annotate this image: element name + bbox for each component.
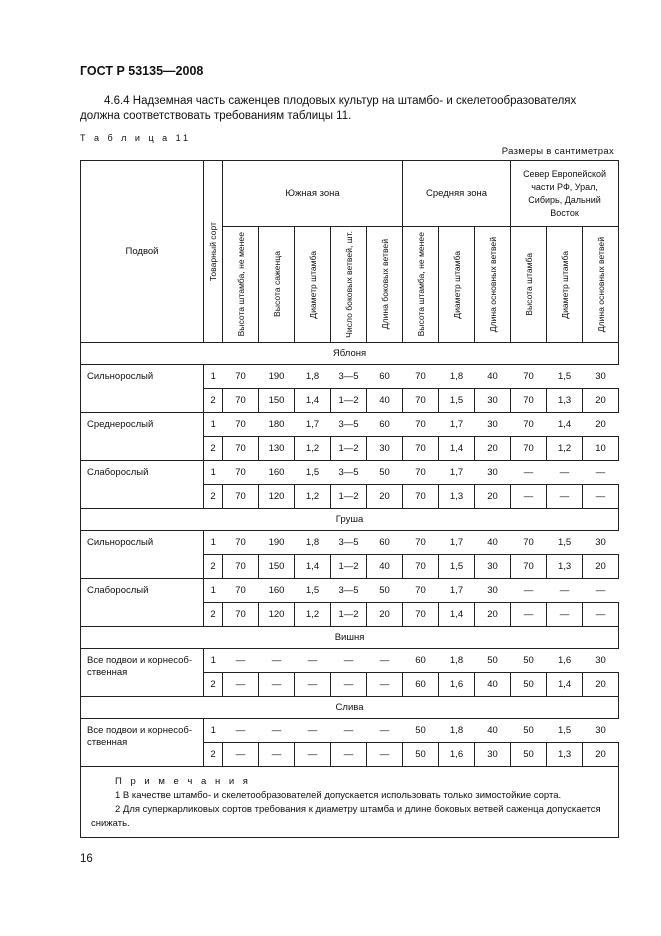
value-cell: 160 — [268, 584, 285, 596]
value-cell: 20 — [367, 602, 403, 626]
value-cell: — — [235, 724, 246, 736]
value-cell: 1,7 — [305, 418, 320, 430]
value-cell: 70 — [403, 388, 439, 412]
table-row — [81, 530, 619, 554]
header-zone-north: Север Европейской части РФ, Урал, Сибирь, Дальний Восток — [511, 161, 619, 227]
value-cell: — — [295, 672, 331, 696]
value-cell: 1,4 — [557, 418, 572, 430]
value-cell: 160 — [268, 466, 285, 478]
section-title: Яблоня — [81, 342, 619, 364]
value-cell: 3—5 — [338, 418, 359, 430]
value-cell: — — [379, 654, 390, 666]
table-row — [81, 460, 619, 484]
grade-cell: 2 — [204, 554, 223, 578]
value-cell: 50 — [487, 654, 498, 666]
value-cell: 60 — [379, 536, 390, 548]
value-cell: 1,5 — [439, 554, 475, 578]
table-notes — [81, 766, 619, 837]
value-cell: 40 — [367, 388, 403, 412]
table-row — [81, 718, 619, 742]
grade-cell: 1 — [210, 370, 216, 382]
value-cell: — — [295, 742, 331, 766]
value-cell: 1,6 — [557, 654, 572, 666]
value-cell: 20 — [475, 436, 511, 460]
grade-cell: 2 — [204, 742, 223, 766]
value-cell: 60 — [403, 672, 439, 696]
value-cell: 70 — [223, 388, 259, 412]
value-cell: 150 — [259, 554, 295, 578]
value-cell: 70 — [415, 418, 426, 430]
value-cell: 1,7 — [449, 536, 464, 548]
value-cell: 1—2 — [331, 436, 367, 460]
value-cell: 20 — [595, 418, 606, 430]
value-cell: 30 — [595, 654, 606, 666]
value-cell: 1,3 — [439, 484, 475, 508]
value-cell: 70 — [523, 370, 534, 382]
value-cell: 70 — [511, 436, 547, 460]
value-cell: 1,4 — [547, 672, 583, 696]
value-cell: 70 — [511, 554, 547, 578]
value-cell: 1,7 — [449, 466, 464, 478]
header-grade: Товарный сорт — [204, 161, 223, 343]
value-cell: 1,8 — [449, 370, 464, 382]
table-row — [81, 412, 619, 436]
rootstock-cell: Все подвои и корнесоб-ственная — [81, 648, 204, 696]
value-cell: 70 — [223, 436, 259, 460]
value-cell: 1,5 — [305, 584, 320, 596]
value-cell: — — [595, 466, 606, 478]
standard-designation: ГОСТ Р 53135—2008 — [80, 64, 204, 78]
value-cell: 70 — [415, 466, 426, 478]
value-cell: 50 — [523, 654, 534, 666]
value-cell: 70 — [235, 584, 246, 596]
value-cell: 1,5 — [439, 388, 475, 412]
subheader-col: Число боковых ветвей, шт. — [331, 227, 367, 343]
value-cell: — — [583, 602, 619, 626]
value-cell: 1,8 — [449, 654, 464, 666]
table-label: Т а б л и ц а 11 — [80, 133, 191, 143]
value-cell: 1,8 — [305, 536, 320, 548]
value-cell: 20 — [583, 388, 619, 412]
value-cell: — — [223, 742, 259, 766]
value-cell: 1,3 — [547, 388, 583, 412]
rootstock-cell: Сильнорослый — [81, 364, 204, 412]
value-cell: 1—2 — [331, 388, 367, 412]
value-cell: 1,6 — [439, 742, 475, 766]
value-cell: 30 — [367, 436, 403, 460]
value-cell: 70 — [223, 484, 259, 508]
subheader-col: Высота штамба, не менее — [223, 227, 259, 343]
value-cell: 70 — [415, 536, 426, 548]
notes-title: П р и м е ч а н и я — [115, 775, 251, 787]
value-cell: 30 — [487, 584, 498, 596]
value-cell: 60 — [379, 418, 390, 430]
value-cell: 50 — [379, 466, 390, 478]
value-cell: 70 — [223, 602, 259, 626]
subheader-col: Длина основных ветвей — [583, 227, 619, 343]
rootstock-cell: Сильнорослый — [81, 530, 204, 578]
value-cell: — — [559, 466, 570, 478]
subheader-col: Высота штамба — [511, 227, 547, 343]
grade-cell: 1 — [210, 466, 216, 478]
value-cell: 60 — [379, 370, 390, 382]
value-cell: 30 — [487, 466, 498, 478]
value-cell: — — [559, 584, 570, 596]
value-cell: 1,2 — [295, 602, 331, 626]
value-cell: 1,4 — [439, 602, 475, 626]
value-cell: 70 — [403, 554, 439, 578]
value-cell: — — [235, 654, 246, 666]
value-cell: 10 — [583, 436, 619, 460]
value-cell: 70 — [523, 418, 534, 430]
value-cell: 40 — [487, 724, 498, 736]
value-cell: 50 — [511, 742, 547, 766]
value-cell: — — [259, 672, 295, 696]
value-cell: 1,7 — [449, 584, 464, 596]
value-cell: — — [307, 724, 318, 736]
rootstock-cell: Слаборослый — [81, 460, 204, 508]
value-cell: 70 — [235, 466, 246, 478]
value-cell: 1,4 — [439, 436, 475, 460]
value-cell: 3—5 — [338, 370, 359, 382]
value-cell: 30 — [475, 742, 511, 766]
grade-cell: 1 — [210, 584, 216, 596]
value-cell: 1,5 — [305, 466, 320, 478]
value-cell: 130 — [259, 436, 295, 460]
section-title: Груша — [81, 508, 619, 530]
section-title: Вишня — [81, 626, 619, 648]
value-cell: — — [223, 672, 259, 696]
value-cell: 1,3 — [547, 742, 583, 766]
subheader-col: Диаметр штамба — [547, 227, 583, 343]
value-cell: 40 — [475, 672, 511, 696]
subheader-col: Диаметр штамба — [295, 227, 331, 343]
value-cell: 30 — [475, 554, 511, 578]
value-cell: 1,5 — [557, 536, 572, 548]
value-cell: 3—5 — [338, 466, 359, 478]
value-cell: 1,3 — [547, 554, 583, 578]
value-cell: 20 — [475, 602, 511, 626]
value-cell: 180 — [268, 418, 285, 430]
rootstock-cell: Все подвои и корнесоб-ственная — [81, 718, 204, 766]
saplings-table — [80, 160, 619, 838]
units-note: Размеры в сантиметрах — [501, 146, 614, 157]
value-cell: 50 — [523, 724, 534, 736]
value-cell: 50 — [379, 584, 390, 596]
value-cell: 1,4 — [295, 554, 331, 578]
grade-cell: 2 — [204, 436, 223, 460]
value-cell: 70 — [415, 584, 426, 596]
note-item: 1 В качестве штамбо- и скелетообразователей допускается использовать только зимостойкие сорта. — [115, 789, 562, 801]
subheader-col: Длина боковых ветвей — [367, 227, 403, 343]
subheader-col: Высота штамба, не менее — [403, 227, 439, 343]
value-cell: 1—2 — [331, 484, 367, 508]
value-cell: — — [547, 484, 583, 508]
subheader-col: Диаметр штамба — [439, 227, 475, 343]
value-cell: 50 — [511, 672, 547, 696]
value-cell: 70 — [403, 436, 439, 460]
value-cell: 50 — [403, 742, 439, 766]
clause-paragraph: 4.6.4 Надземная часть саженцев плодовых культур на штамбо- и скелетообразователях должна соответствовать требованиям таблицы 11. — [80, 95, 577, 122]
table-row — [81, 648, 619, 672]
value-cell: 70 — [223, 554, 259, 578]
value-cell: 1,2 — [295, 436, 331, 460]
grade-cell: 1 — [210, 418, 216, 430]
value-cell: 70 — [235, 418, 246, 430]
value-cell: 20 — [583, 554, 619, 578]
value-cell: — — [547, 602, 583, 626]
section-title: Слива — [81, 696, 619, 718]
value-cell: — — [523, 466, 534, 478]
header-zone-south: Южная зона — [223, 161, 403, 227]
value-cell: 1—2 — [331, 554, 367, 578]
value-cell: 20 — [475, 484, 511, 508]
value-cell: — — [343, 654, 354, 666]
grade-cell: 2 — [204, 602, 223, 626]
value-cell: 70 — [523, 536, 534, 548]
grade-cell: 2 — [204, 672, 223, 696]
value-cell: 70 — [403, 602, 439, 626]
page-number: 16 — [80, 853, 93, 865]
value-cell: — — [271, 724, 282, 736]
value-cell: 3—5 — [338, 584, 359, 596]
grade-cell: 2 — [204, 388, 223, 412]
value-cell: — — [271, 654, 282, 666]
value-cell: 1,7 — [449, 418, 464, 430]
subheader-col: Длина основных ветвей — [475, 227, 511, 343]
grade-cell: 1 — [210, 654, 216, 666]
value-cell: 40 — [367, 554, 403, 578]
value-cell: — — [367, 672, 403, 696]
value-cell: 1,5 — [557, 724, 572, 736]
value-cell: — — [511, 484, 547, 508]
value-cell: 1,8 — [305, 370, 320, 382]
value-cell: 30 — [595, 536, 606, 548]
value-cell: 1,2 — [295, 484, 331, 508]
value-cell: 70 — [511, 388, 547, 412]
note-item: 2 Для суперкарликовых сортов требования к диаметру штамба и длине боковых ветвей саженца допускается снижать. — [91, 803, 601, 829]
value-cell: — — [523, 584, 534, 596]
value-cell: 1,5 — [557, 370, 572, 382]
value-cell: 70 — [403, 484, 439, 508]
value-cell: 1,8 — [449, 724, 464, 736]
rootstock-cell: Слаборослый — [81, 578, 204, 626]
value-cell: 30 — [595, 370, 606, 382]
value-cell: — — [367, 742, 403, 766]
value-cell: — — [343, 724, 354, 736]
value-cell: 1,4 — [295, 388, 331, 412]
value-cell: 120 — [259, 484, 295, 508]
rootstock-cell: Среднерослый — [81, 412, 204, 460]
value-cell: — — [511, 602, 547, 626]
value-cell: — — [595, 584, 606, 596]
grade-cell: 1 — [210, 724, 216, 736]
value-cell: — — [331, 742, 367, 766]
value-cell: 20 — [367, 484, 403, 508]
value-cell: — — [583, 484, 619, 508]
value-cell: 150 — [259, 388, 295, 412]
grade-cell: 1 — [210, 536, 216, 548]
subheader-col: Высота саженца — [259, 227, 295, 343]
value-cell: — — [331, 672, 367, 696]
value-cell: 70 — [235, 536, 246, 548]
value-cell: 20 — [583, 742, 619, 766]
value-cell: 120 — [259, 602, 295, 626]
value-cell: 1—2 — [331, 602, 367, 626]
value-cell: — — [259, 742, 295, 766]
value-cell: 3—5 — [338, 536, 359, 548]
value-cell: 190 — [268, 536, 285, 548]
value-cell: 40 — [487, 370, 498, 382]
value-cell: — — [307, 654, 318, 666]
grade-cell: 2 — [204, 484, 223, 508]
header-zone-middle: Средняя зона — [403, 161, 511, 227]
value-cell: 70 — [235, 370, 246, 382]
table-row — [81, 364, 619, 388]
value-cell: — — [379, 724, 390, 736]
table-row — [81, 578, 619, 602]
value-cell: 30 — [595, 724, 606, 736]
value-cell: 60 — [415, 654, 426, 666]
value-cell: 40 — [487, 536, 498, 548]
value-cell: 70 — [415, 370, 426, 382]
value-cell: 30 — [475, 388, 511, 412]
value-cell: 190 — [268, 370, 285, 382]
value-cell: 1,2 — [547, 436, 583, 460]
value-cell: 50 — [415, 724, 426, 736]
value-cell: 30 — [487, 418, 498, 430]
header-rootstock: Подвой — [81, 161, 204, 343]
value-cell: 20 — [583, 672, 619, 696]
value-cell: 1,6 — [439, 672, 475, 696]
